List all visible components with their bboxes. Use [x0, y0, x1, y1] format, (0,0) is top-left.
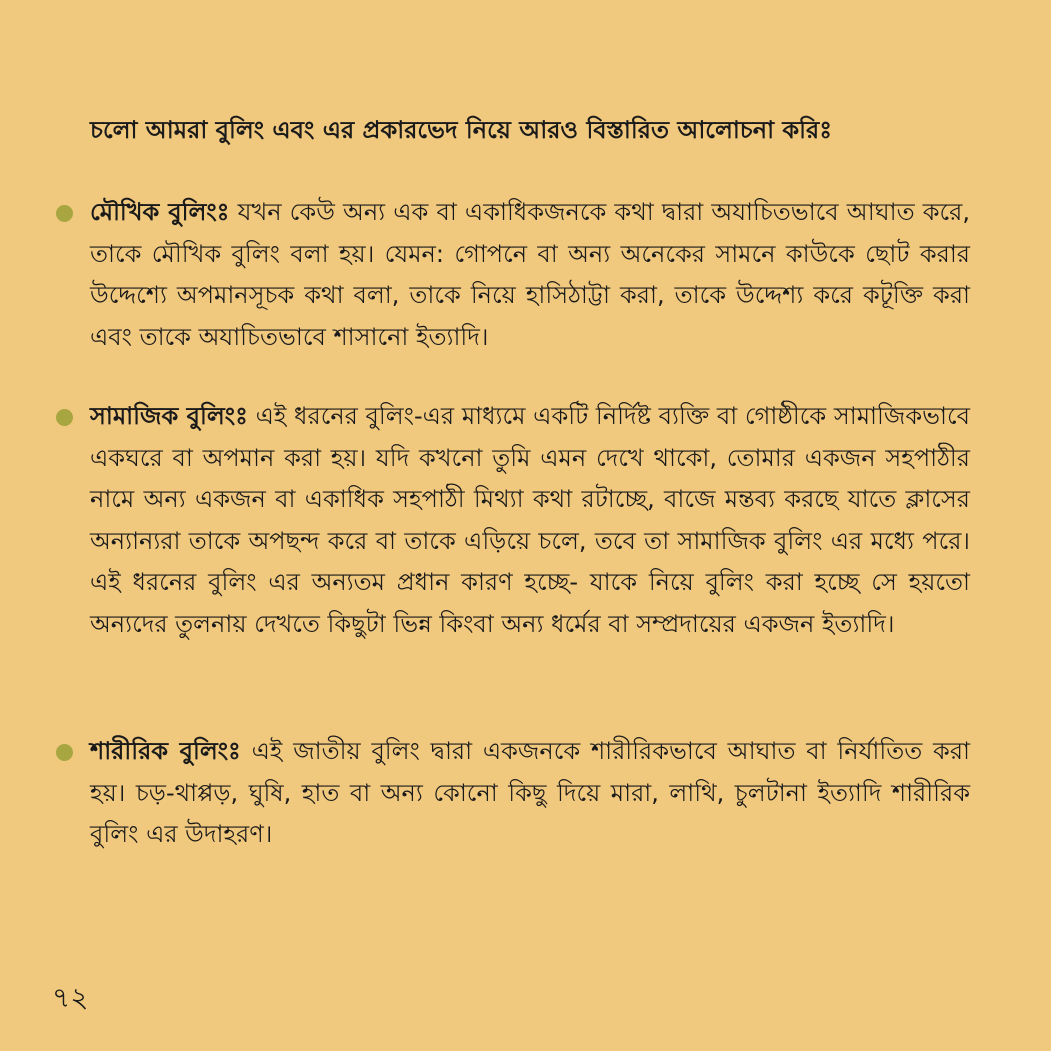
bullet-icon	[56, 744, 73, 761]
list-item-verbal-bullying	[90, 192, 970, 358]
intro-heading: চলো আমরা বুলিং এবং এর প্রকারভেদ নিয়ে আরও বিস্তারিত আলোচনা করিঃ	[90, 116, 833, 144]
item-text: এই জাতীয় বুলিং দ্বারা একজনকে শারীরিকভাবে আঘাত বা নির্যাতিত করা হয়। চড়-থাপ্পড়, ঘুষি, হাত বা অন্য কোনো কিছু দিয়ে মারা, লাথি, চুলটানা ইত্যাদি শারীরিক বুলিং এর উদাহরণ।	[90, 737, 970, 848]
item-text: যখন কেউ অন্য এক বা একাধিকজনকে কথা দ্বারা অযাচিতভাবে আঘাত করে, তাকে মৌখিক বুলিং বলা হয়। যেমন: গোপনে বা অন্য অনেকের সামনে কাউকে ছোট করার উদ্দেশ্যে অপমানসূচক কথা বলা, তাকে নিয়ে হাসিঠাট্টা করা, তাকে উদ্দেশ্য করে কটূক্তি করা এবং তাকে অযাচিতভাবে শাসানো ইত্যাদি।	[90, 198, 971, 351]
page-number: ৭২	[52, 981, 89, 1014]
item-term: শারীরিক বুলিংঃ	[90, 737, 241, 765]
bullet-icon	[56, 205, 73, 222]
list-item-social-bullying	[90, 396, 970, 645]
item-text: এই ধরনের বুলিং-এর মাধ্যমে একটি নির্দিষ্ট ব্যক্তি বা গোষ্ঠীকে সামাজিকভাবে একঘরে বা অপমান করা হয়। যদি কখনো তুমি এমন দেখে থাকো, তোমার একজন সহপাঠীর নামে অন্য একজন বা একাধিক সহপাঠী মিথ্যা কথা রটাচ্ছে, বাজে মন্তব্য করছে যাতে ক্লাসের অন্যান্যরা তাকে অপছন্দ করে বা তাকে এড়িয়ে চলে, তবে তা সামাজিক বুলিং এর মধ্যে পরে। এই ধরনের বুলিং এর অন্যতম প্রধান কারণ হচ্ছে- যাকে নিয়ে বুলিং করা হচ্ছে সে হয়তো অন্যদের তুলনায় দেখতে কিছুটা ভিন্ন কিংবা অন্য ধর্মের বা সম্প্রদায়ের একজন ইত্যাদি।	[90, 402, 970, 638]
item-term: মৌখিক বুলিংঃ	[90, 198, 230, 226]
bullet-icon	[56, 409, 73, 426]
item-term: সামাজিক বুলিংঃ	[90, 402, 248, 430]
list-item-physical-bullying	[90, 731, 970, 856]
